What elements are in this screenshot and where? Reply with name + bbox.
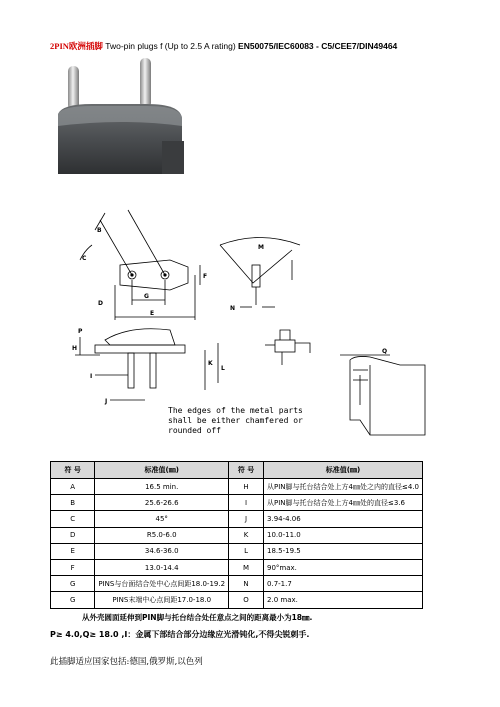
header-value-1: 标准值(㎜)	[95, 462, 229, 479]
value-cell: 10.0-11.0	[264, 527, 423, 543]
symbol-cell: I	[229, 495, 264, 511]
symbol-cell: H	[229, 479, 264, 495]
label-f: F	[203, 273, 208, 280]
header-symbol-2: 符 号	[229, 462, 264, 479]
label-j: J	[105, 398, 108, 405]
table-row	[51, 495, 423, 511]
symbol-cell: L	[229, 543, 264, 559]
technical-drawing	[70, 205, 435, 445]
table-row	[51, 479, 423, 495]
profile-view	[340, 355, 425, 435]
label-n: N	[230, 305, 236, 312]
label-e: E	[150, 310, 155, 317]
value-cell: 18.5-19.5	[264, 543, 423, 559]
label-i: I	[90, 373, 93, 380]
value-cell: 13.0-14.4	[95, 559, 229, 575]
caption-line-1: The edges of the metal parts	[168, 406, 303, 415]
symbol-cell: B	[51, 495, 95, 511]
symbol-cell: G	[51, 592, 95, 608]
table-row	[51, 576, 423, 592]
symbol-cell: K	[229, 527, 264, 543]
value-cell: 90°max.	[264, 559, 423, 575]
label-q: Q	[382, 348, 388, 355]
table-row	[51, 543, 423, 559]
table-row	[51, 527, 423, 543]
value-cell: 25.6-26.6	[95, 495, 229, 511]
table-row	[51, 559, 423, 575]
symbol-cell: F	[51, 559, 95, 575]
caption-line-3: rounded off	[168, 426, 221, 435]
symbol-cell: A	[51, 479, 95, 495]
plug-photo	[52, 56, 184, 174]
title-standards: EN50075/IEC60083 - C5/CEE7/DIN49464	[238, 41, 398, 51]
title-chinese: 2PIN欧洲插脚	[50, 41, 103, 51]
requirement-note: P≥ 4.0,Q≥ 18.0 ,I：金属下部结合部分边缘应光滑钝化,不得尖锐刺手.	[50, 630, 310, 639]
value-cell: 45°	[95, 511, 229, 527]
label-c: C	[82, 255, 87, 262]
value-cell: 0.7-1.7	[264, 576, 423, 592]
country-footer: 此插脚适应国家包括:德国,俄罗斯,以色列	[50, 657, 203, 667]
label-m: M	[258, 244, 264, 251]
label-g: G	[144, 293, 149, 300]
table-row	[51, 592, 423, 608]
table-header-row	[51, 462, 423, 479]
value-cell: 3.94-4.06	[264, 511, 423, 527]
label-k: K	[208, 360, 213, 367]
label-b: B	[97, 227, 102, 234]
symbol-cell: N	[229, 576, 264, 592]
value-cell: 2.0 max.	[264, 592, 423, 608]
header-value-2: 标准值(㎜)	[264, 462, 423, 479]
symbol-cell: J	[229, 511, 264, 527]
pin-detail	[265, 330, 310, 365]
label-h: H	[72, 345, 78, 352]
document-title	[50, 40, 397, 52]
table-row	[51, 511, 423, 527]
value-cell: 16.5 min.	[95, 479, 229, 495]
label-p: P	[78, 328, 83, 335]
symbol-cell: G	[51, 576, 95, 592]
spec-table	[50, 461, 423, 609]
label-d: D	[98, 300, 103, 307]
value-cell: 34.6-36.0	[95, 543, 229, 559]
side-view	[75, 329, 218, 400]
value-cell: PINS与台面结合处中心点间距18.0-19.2	[95, 576, 229, 592]
value-cell: 从PIN脚与托台结合处上方4㎜处之内的直径≤4.0	[264, 479, 423, 495]
symbol-cell: M	[229, 559, 264, 575]
symbol-cell: C	[51, 511, 95, 527]
value-cell: 从PIN脚与托台结合处上方4㎜处的直径≤3.6	[264, 495, 423, 511]
dimension-drawing	[70, 205, 435, 445]
header-symbol-1: 符 号	[51, 462, 95, 479]
title-english: Two-pin plugs f (Up to 2.5 A rating)	[105, 41, 236, 51]
value-cell: PINS末端中心点间距17.0-18.0	[95, 592, 229, 608]
symbol-cell: D	[51, 527, 95, 543]
symbol-cell: O	[229, 592, 264, 608]
symbol-cell: E	[51, 543, 95, 559]
distance-note: 从外壳圆面延伸到PIN脚与托台结合处任意点之间的距离最小为18㎜.	[82, 613, 313, 622]
value-cell: R5.0-6.0	[95, 527, 229, 543]
caption-line-2: shall be either chamfered or	[168, 416, 303, 425]
plug-illustration	[52, 56, 184, 174]
label-l: L	[221, 365, 225, 372]
